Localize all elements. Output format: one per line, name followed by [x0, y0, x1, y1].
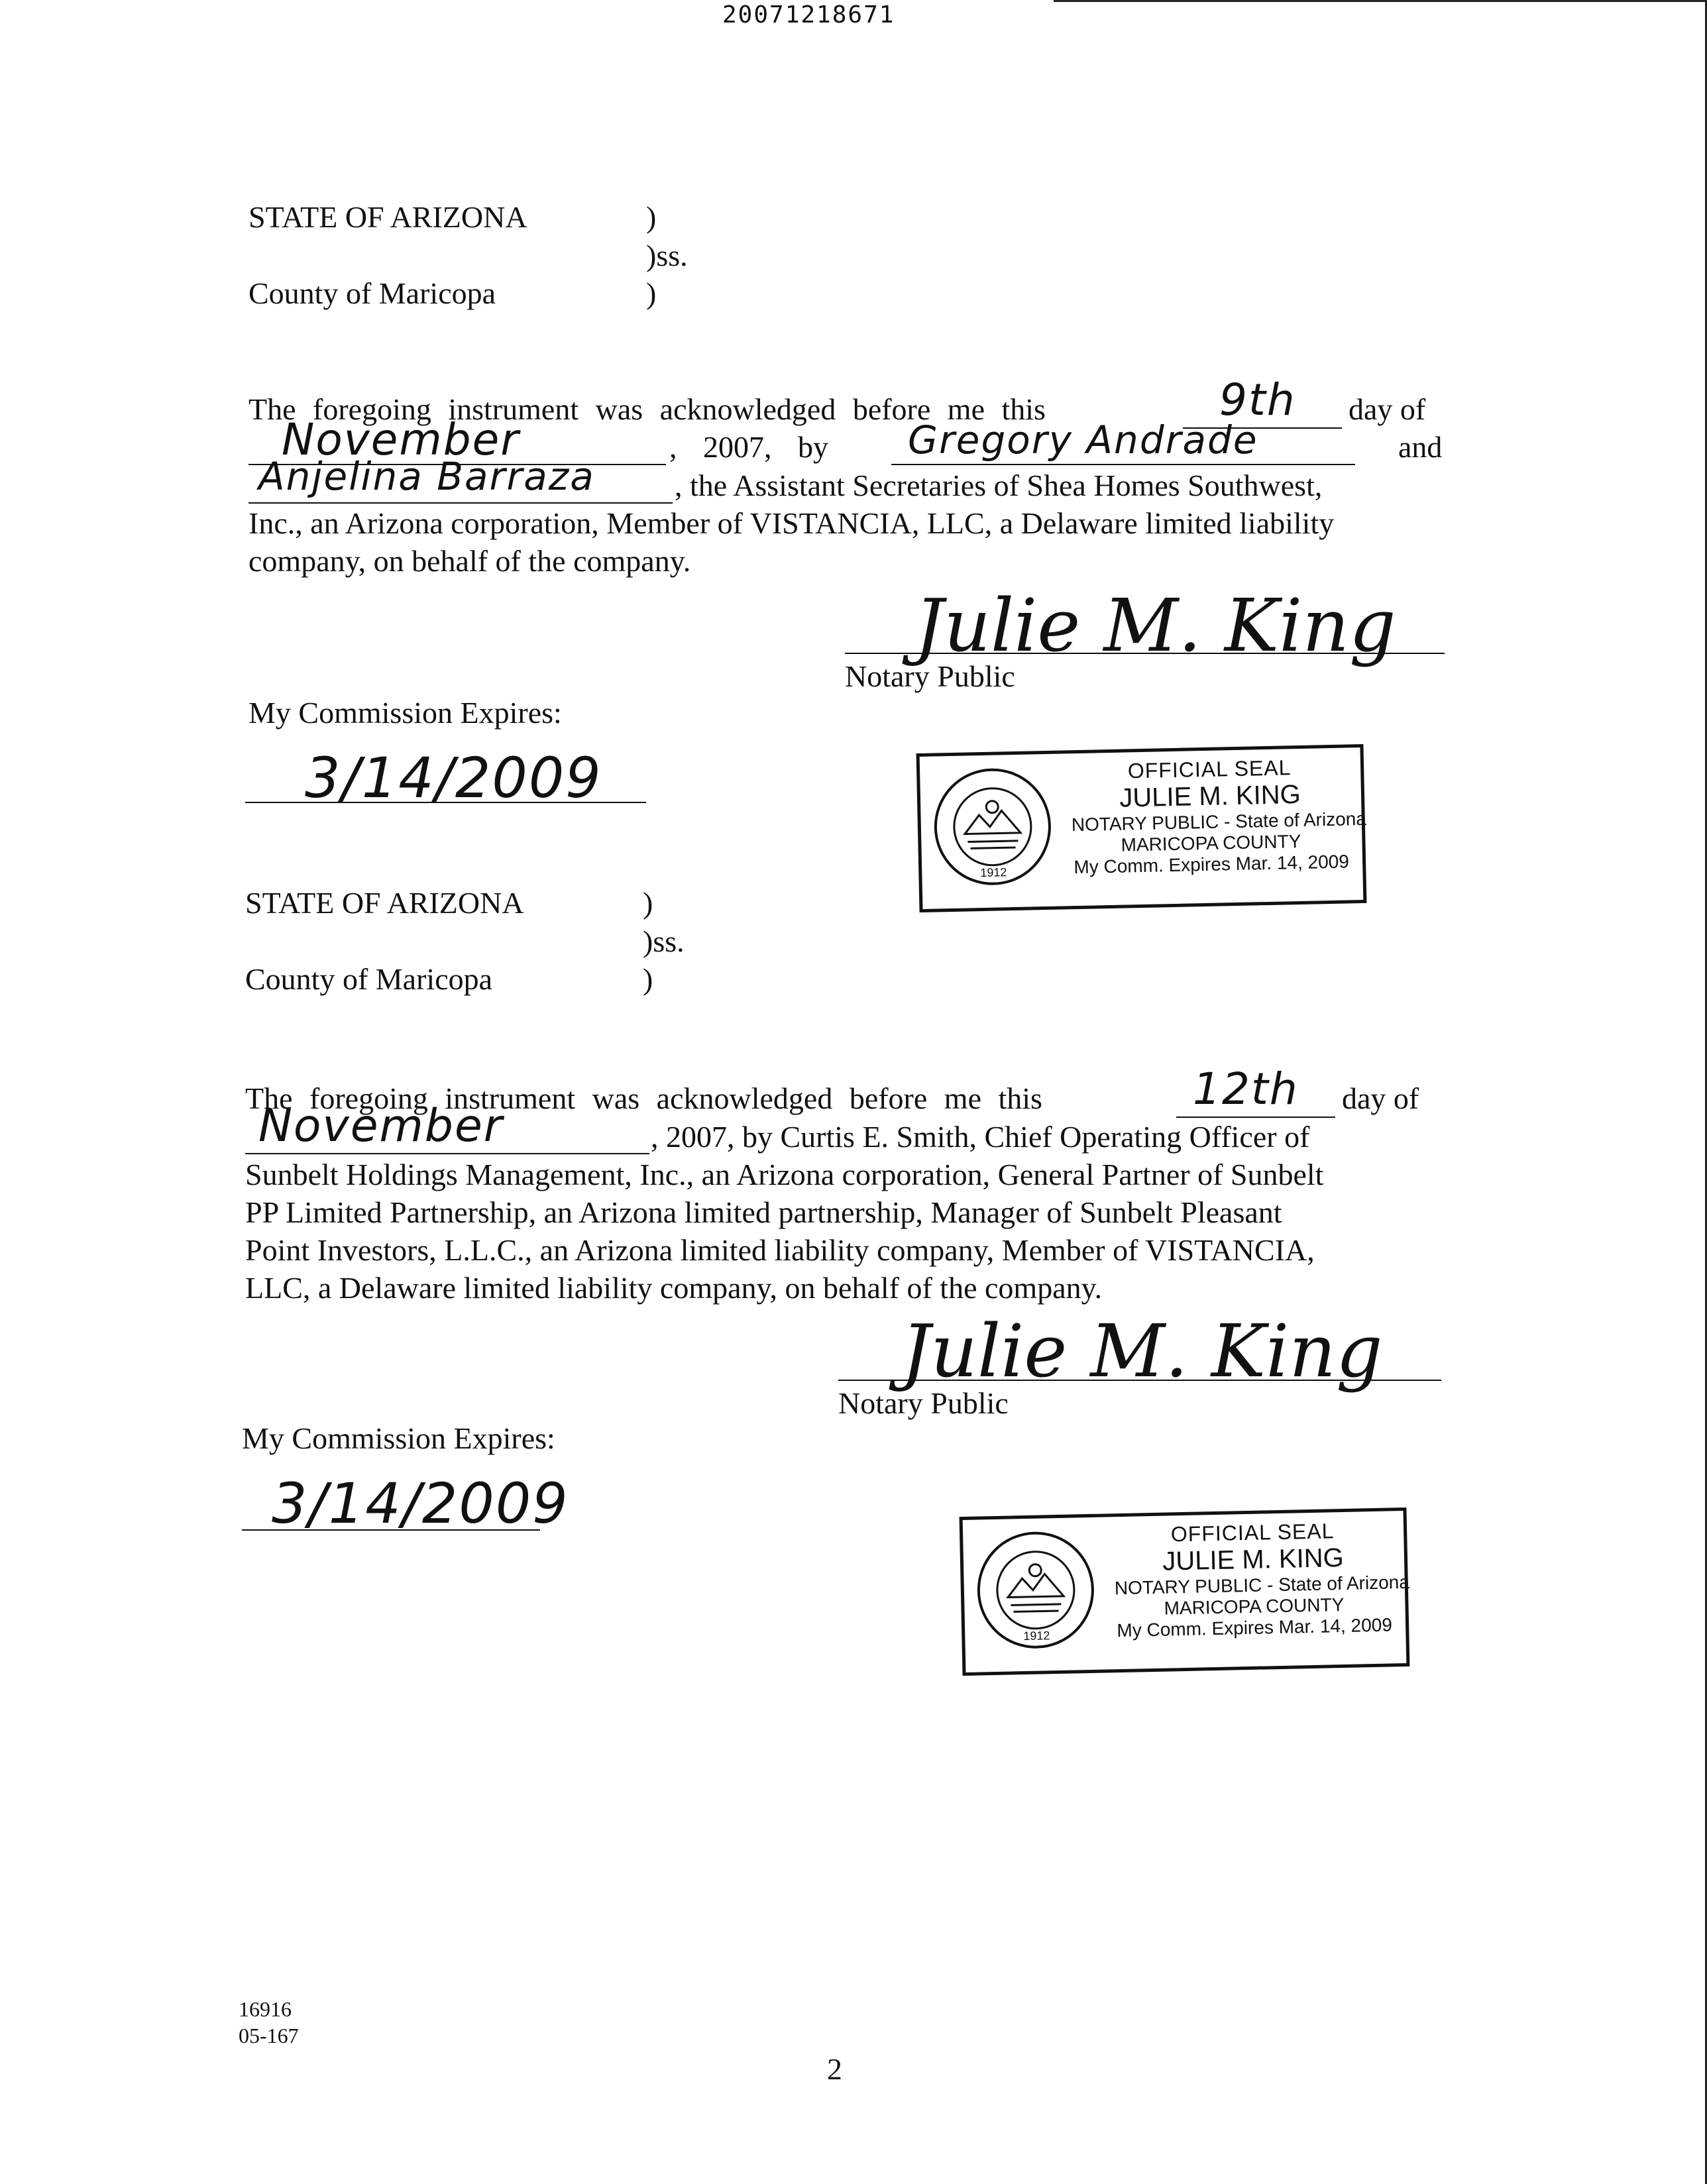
- county-label: County of Maricopa: [245, 962, 493, 996]
- ack-text: PP Limited Partnership, an Arizona limited partnership, Manager of Sunbelt Pleasant: [245, 1195, 1282, 1229]
- ack-text: Sunbelt Holdings Management, Inc., an Arizona corporation, General Partner of Sunbelt: [245, 1158, 1324, 1191]
- venue-paren: ): [646, 200, 657, 234]
- commission-fill-line: [242, 1496, 540, 1531]
- notary-public-label: Notary Public: [838, 1386, 1009, 1420]
- ack-text: The foregoing instrument was acknowledged before me this: [245, 1081, 1042, 1115]
- seal-title: OFFICIAL SEAL: [1127, 755, 1292, 783]
- venue-paren: ): [643, 962, 653, 996]
- commission-fill-line: [245, 769, 646, 803]
- seal-notary-name: JULIE M. KING: [1162, 1543, 1345, 1576]
- ack-text: The foregoing instrument was acknowledged before me this: [248, 392, 1046, 426]
- ack-text: and: [1398, 430, 1443, 464]
- ack-text: day of: [1342, 1081, 1419, 1115]
- day-handwritten: 12th: [1193, 1064, 1299, 1115]
- seal-state-line: NOTARY PUBLIC - State of Arizona: [1114, 1571, 1410, 1599]
- footer-reference: [239, 1996, 299, 2049]
- commission-label: My Commission Expires:: [248, 696, 562, 730]
- document-number: 20071218671: [722, 1, 895, 28]
- page-number: 2: [827, 2052, 842, 2086]
- notary-seal: [960, 1507, 1410, 1676]
- notary-signature: Julie M. King: [914, 583, 1396, 668]
- seal-expiry-line: My Comm. Expires Mar. 14, 2009: [1074, 851, 1350, 878]
- ss-label: )ss.: [646, 239, 688, 272]
- signature-line: [838, 1380, 1441, 1381]
- ack-text: Inc., an Arizona corporation, Member of VISTANCIA, LLC, a Delaware limited liability: [248, 506, 1335, 540]
- seal-county-line: MARICOPA COUNTY: [1164, 1594, 1345, 1619]
- county-label: County of Maricopa: [248, 276, 496, 310]
- venue-paren: ): [646, 276, 657, 310]
- svg-text:1912: 1912: [980, 865, 1007, 880]
- state-label: STATE OF ARIZONA: [248, 200, 527, 234]
- seal-notary-name: JULIE M. KING: [1119, 779, 1301, 813]
- ack-text: day of: [1349, 392, 1426, 426]
- ack-text: company, on behalf of the company.: [248, 544, 691, 578]
- state-seal-emblem-icon: [932, 766, 1054, 888]
- ack-text: LLC, a Delaware limited liability company, on behalf of the company.: [245, 1271, 1103, 1305]
- ack-text: , 2007, by: [669, 430, 828, 464]
- venue-paren: ): [643, 886, 653, 920]
- ack-text: , the Assistant Secretaries of Shea Homes Southwest,: [675, 468, 1323, 502]
- ss-label: )ss.: [643, 924, 685, 958]
- seal-expiry-line: My Comm. Expires Mar. 14, 2009: [1117, 1614, 1393, 1641]
- month-handwritten: November: [282, 414, 520, 465]
- ack-text: , 2007, by Curtis E. Smith, Chief Operating Officer of: [651, 1120, 1310, 1154]
- seal-county-line: MARICOPA COUNTY: [1121, 830, 1301, 855]
- notary-public-label: Notary Public: [845, 659, 1015, 693]
- commission-label: My Commission Expires:: [242, 1421, 555, 1455]
- state-seal-emblem-icon: [975, 1529, 1097, 1651]
- seal-title: OFFICIAL SEAL: [1170, 1519, 1335, 1547]
- notary-signature: Julie M. King: [901, 1309, 1383, 1393]
- name2-handwritten: Anjelina Barraza: [258, 454, 595, 499]
- commission-date-handwritten: 3/14/2009: [305, 745, 602, 810]
- scan-top-edge: [1054, 0, 1707, 2]
- commission-date-handwritten: 3/14/2009: [272, 1471, 569, 1536]
- notary-seal: [916, 744, 1367, 912]
- svg-text:1912: 1912: [1023, 1629, 1050, 1643]
- day-handwritten: 9th: [1219, 374, 1296, 425]
- month-handwritten: November: [258, 1100, 504, 1152]
- seal-state-line: NOTARY PUBLIC - State of Arizona: [1071, 808, 1367, 836]
- footer-ref-number: 16916: [239, 1997, 292, 2021]
- name1-handwritten: Gregory Andrade: [908, 417, 1258, 463]
- footer-ref-code: 05-167: [239, 2024, 299, 2048]
- signature-line: [845, 653, 1445, 654]
- ack-text: Point Investors, L.L.C., an Arizona limited liability company, Member of VISTANCIA,: [245, 1233, 1315, 1267]
- state-label: STATE OF ARIZONA: [245, 886, 524, 920]
